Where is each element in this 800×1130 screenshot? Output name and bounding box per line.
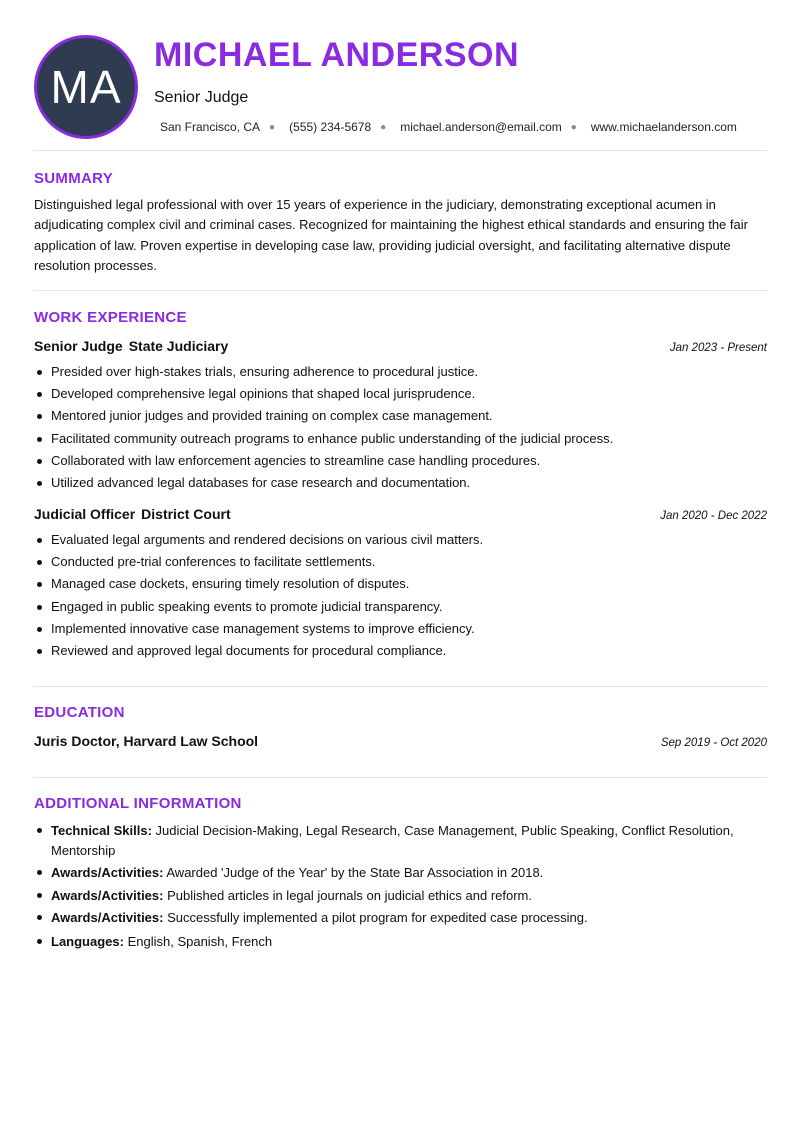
job-organization: State Judiciary — [128, 338, 229, 354]
list-item: Facilitated community outreach programs to enhance public understanding of the judicial process. — [34, 430, 767, 452]
item-label: Awards/Activities: — [51, 865, 164, 880]
education-heading: EDUCATION — [34, 704, 125, 721]
separator-dot-icon: ● — [269, 121, 276, 133]
summary-text: Distinguished legal professional with over 15 years of experience in the judiciary, demonstrating exceptional acumen in adjudicating complex civil and criminal cases. Recognized for maintaining the highest ethical standards and ensuring the fair application of law. Proven expertise in developing case law, providing judicial oversight, and facilitating alternative dispute resolution processes. — [34, 197, 748, 273]
list-item — [34, 932, 767, 952]
avatar-initials: MA — [50, 61, 122, 113]
additional-list — [34, 821, 767, 954]
list-item — [34, 886, 767, 906]
item-text: Published articles in legal journals on judicial ethics and reform. — [163, 887, 532, 903]
job-title — [34, 506, 231, 522]
item-text: Successfully implemented a pilot program for expedited case processing. — [163, 910, 588, 925]
item-text: Judicial Decision-Making, Legal Research, Case Management, Public Speaking, Conflict Resolution, Mentorship — [51, 823, 734, 858]
separator-dot-icon: ● — [380, 121, 387, 133]
section-divider — [34, 777, 767, 778]
additional-heading: ADDITIONAL INFORMATION — [34, 795, 242, 812]
list-item — [34, 908, 767, 928]
separator-dot-icon: ● — [570, 121, 577, 133]
section-divider — [34, 290, 767, 291]
item-text: English, Spanish, French — [123, 933, 273, 949]
list-item: Utilized advanced legal databases for case research and documentation. — [34, 474, 767, 496]
list-item: Presided over high-stakes trials, ensuring adherence to procedural justice. — [34, 363, 767, 385]
list-item: Conducted pre-trial conferences to facilitate settlements. — [34, 553, 767, 575]
job-role: Judicial Officer — [34, 506, 136, 522]
item-label: Awards/Activities: — [51, 887, 164, 903]
avatar — [34, 35, 138, 139]
section-divider — [34, 150, 767, 151]
list-item: Evaluated legal arguments and rendered decisions on various civil matters. — [34, 531, 767, 553]
candidate-title: Senior Judge — [154, 89, 249, 106]
education-degree: Juris Doctor, Harvard Law School — [34, 733, 259, 749]
item-text: Awarded 'Judge of the Year' by the State Bar Association in 2018. — [163, 865, 544, 880]
contact-bar — [160, 120, 737, 134]
candidate-name: MICHAEL ANDERSON — [154, 36, 520, 74]
item-label: Awards/Activities: — [51, 910, 164, 925]
job-bullet-list — [34, 363, 767, 496]
list-item: Reviewed and approved legal documents for procedural compliance. — [34, 642, 767, 664]
job-role: Senior Judge — [34, 338, 123, 354]
contact-email[interactable]: michael.anderson@email.com — [400, 120, 562, 134]
job-bullet-list — [34, 531, 767, 664]
job-header — [34, 506, 767, 522]
job-dates: Jan 2023 - Present — [669, 342, 767, 354]
item-label: Technical Skills: — [51, 823, 152, 838]
item-label: Languages: — [51, 933, 124, 949]
education-dates: Sep 2019 - Oct 2020 — [660, 737, 767, 749]
job-organization: District Court — [141, 506, 231, 522]
contact-website[interactable]: www.michaelanderson.com — [590, 120, 737, 134]
experience-heading: WORK EXPERIENCE — [34, 309, 187, 326]
contact-phone[interactable]: (555) 234-5678 — [289, 120, 372, 134]
job-dates: Jan 2020 - Dec 2022 — [660, 510, 767, 522]
job-header — [34, 338, 767, 354]
job-title — [34, 338, 228, 354]
list-item: Mentored junior judges and provided training on complex case management. — [34, 407, 767, 429]
summary-heading: SUMMARY — [34, 170, 114, 187]
list-item: Collaborated with law enforcement agencies to streamline case handling procedures. — [34, 452, 767, 474]
list-item — [34, 821, 767, 860]
list-item: Implemented innovative case management systems to improve efficiency. — [34, 620, 767, 642]
education-entry — [34, 733, 767, 749]
section-divider — [34, 686, 767, 687]
list-item: Managed case dockets, ensuring timely resolution of disputes. — [34, 575, 767, 597]
contact-location: San Francisco, CA — [160, 120, 261, 134]
list-item: Engaged in public speaking events to promote judicial transparency. — [34, 598, 767, 620]
list-item — [34, 863, 767, 883]
list-item: Developed comprehensive legal opinions that shaped local jurisprudence. — [34, 385, 767, 407]
